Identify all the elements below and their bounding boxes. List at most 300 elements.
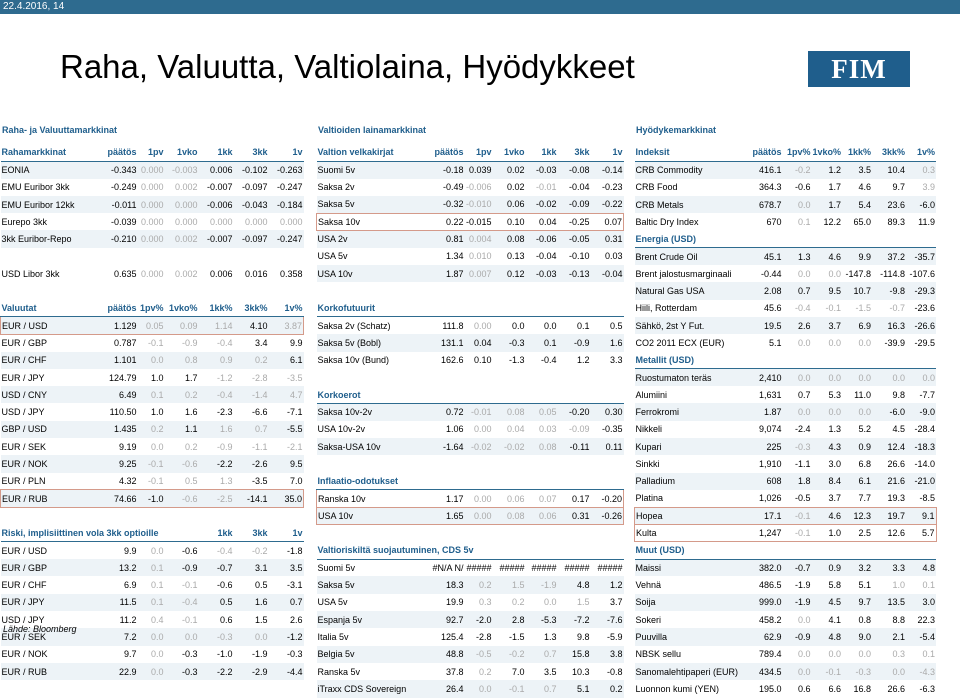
section-title-commodities: Hyödykemarkkinat [636, 125, 717, 135]
cell-value: 1.5 [493, 576, 526, 593]
table-row [635, 594, 937, 611]
cell-value: 195.0 [758, 683, 782, 694]
row-label: Espanja 5v [317, 611, 427, 628]
cell-value: 0.02 [506, 182, 525, 193]
cell-value: 110.50 [109, 407, 137, 418]
table-row [635, 282, 937, 299]
row-label: USA 10v [317, 507, 427, 524]
row-label: Saksa 10v-2v [317, 403, 427, 420]
row-label: EUR / RUB [1, 663, 95, 680]
cell-value: 4.6 [812, 248, 843, 265]
government-bond-table [316, 144, 624, 698]
cell-value: 2.08 [747, 282, 783, 299]
cell-value [465, 300, 493, 317]
cell-value: 0.0 [138, 352, 165, 369]
cell-value: 131.1 [427, 334, 465, 351]
cell-value [493, 282, 526, 299]
cell-value [526, 300, 558, 317]
cell-value: 9.5 [812, 282, 843, 299]
cell-value: -6.6 [251, 407, 268, 418]
cell-value [465, 473, 493, 490]
cell-value: -0.18 [427, 161, 465, 178]
cell-value: 5.1 [558, 680, 591, 697]
table-row [1, 663, 304, 680]
cell-value [138, 507, 165, 524]
cell-value: 5.7 [906, 525, 936, 542]
table-row [635, 403, 937, 420]
cell-value: 9.8 [576, 631, 590, 642]
cell-value: 5.4 [842, 196, 872, 213]
table-row [1, 438, 304, 455]
cell-value: 48.8 [427, 646, 465, 663]
cell-value: -0.14 [591, 161, 624, 178]
row-label: Hiili, Rotterdam [635, 303, 698, 314]
cell-value: 0.0 [165, 628, 199, 645]
cell-value: 0.04 [465, 334, 493, 351]
row-label: Ruostumaton teräs [635, 369, 747, 386]
cell-value: 0.10 [473, 355, 492, 366]
cell-value: -9.8 [872, 282, 906, 299]
row-label [317, 369, 427, 386]
cell-value: 0.08 [493, 403, 526, 420]
cell-value [906, 230, 936, 247]
row-label: USD / JPY [1, 407, 45, 418]
cell-value: 0.22 [427, 213, 465, 230]
cell-value: -0.184 [269, 196, 304, 213]
cell-value [493, 455, 526, 472]
cell-value: 1v% [906, 144, 936, 161]
cell-value: -0.011 [95, 196, 138, 213]
cell-value: ##### [597, 563, 623, 574]
table-row [635, 559, 937, 576]
cell-value: -6.3 [919, 683, 936, 694]
row-label [317, 455, 427, 472]
cell-value [591, 542, 624, 559]
row-label: Inflaatio-odotukset [317, 473, 427, 490]
cell-value: 0.000 [138, 230, 165, 247]
row-label: Alumiini [635, 389, 668, 400]
cell-value: 0.0 [138, 628, 165, 645]
cell-value: 0.004 [465, 230, 493, 247]
table-row [317, 507, 624, 524]
cell-value: päätös [427, 144, 465, 161]
cell-value: 0.02 [493, 161, 526, 178]
table-row [1, 352, 304, 369]
cell-value: 1.0 [812, 525, 843, 542]
cell-value: 0.7 [269, 594, 304, 611]
cell-value: 1.7 [184, 372, 198, 383]
cell-value: -0.04 [568, 182, 590, 193]
cell-value: 0.7 [234, 421, 269, 438]
table-row [1, 559, 304, 576]
cell-value: -0.007 [206, 182, 233, 193]
table-header-row [635, 144, 937, 161]
cell-value: 11.5 [95, 594, 138, 611]
row-label: Brent Crude Oil [635, 248, 747, 265]
cell-value: 1.1 [165, 421, 199, 438]
cell-value: 0.006 [209, 268, 233, 279]
cell-value: -4.4 [269, 663, 304, 680]
cell-value: 0.0 [858, 649, 872, 660]
cell-value: 8.4 [812, 473, 843, 490]
column-government [316, 116, 634, 698]
cell-value: -1.4 [234, 386, 269, 403]
cell-value: -3.5 [286, 372, 303, 383]
table-row [317, 611, 624, 628]
table-row [635, 248, 937, 265]
cell-value: -1.1 [794, 458, 811, 469]
cell-value: -2.9 [234, 663, 269, 680]
cell-value: -0.010 [465, 196, 493, 213]
cell-value [427, 473, 465, 490]
cell-value: -0.4 [165, 594, 199, 611]
cell-value: 0.1 [922, 580, 936, 591]
cell-value: -0.2 [783, 161, 812, 178]
cell-value: -0.06 [526, 230, 558, 247]
cell-value: 0.08 [526, 438, 558, 455]
cell-value: -0.49 [442, 182, 464, 193]
cell-value: -26.6 [906, 317, 936, 334]
cell-value: 0.0 [872, 663, 906, 680]
row-label: EUR / USD [1, 317, 95, 334]
cell-value: 0.000 [138, 196, 165, 213]
cell-value: -0.003 [165, 161, 199, 178]
cell-value: -0.02 [526, 196, 558, 213]
cell-value: -4.3 [906, 663, 936, 680]
cell-value: -0.015 [465, 213, 493, 230]
cell-value: -0.04 [591, 265, 624, 282]
cell-value: 1v [269, 525, 304, 542]
cell-value: 3.0 [906, 594, 936, 611]
cell-value: -35.7 [906, 248, 936, 265]
cell-value: 1.2 [576, 355, 590, 366]
cell-value: 3.5 [543, 666, 557, 677]
cell-value: 0.5 [199, 594, 234, 611]
cell-value: 12.4 [872, 438, 906, 455]
cell-value: 0.07 [591, 213, 624, 230]
cell-value: -0.3 [181, 649, 198, 660]
cell-value: 1.34 [445, 251, 464, 262]
cell-value: 0.0 [828, 337, 842, 348]
cell-value: 5.8 [828, 580, 842, 591]
row-label: USA 5v [317, 597, 348, 608]
table-row [1, 369, 304, 386]
cell-value: 0.358 [279, 268, 303, 279]
cell-value [526, 455, 558, 472]
cell-value: 11.2 [119, 614, 137, 625]
table-row [1, 490, 304, 507]
cell-value [872, 542, 906, 559]
row-label: Saksa 10v [317, 213, 427, 230]
cell-value: 0.0 [858, 337, 872, 348]
cell-value: 111.8 [442, 320, 464, 331]
table-row [635, 438, 937, 455]
cell-value: 0.00 [473, 320, 492, 331]
cell-value: -2.6 [234, 455, 269, 472]
cell-value [526, 542, 558, 559]
source-note: Lähde: Bloomberg [3, 624, 77, 634]
cell-value: -0.7 [199, 559, 234, 576]
cell-value: 1vko [493, 144, 526, 161]
section-header-row [1, 300, 304, 317]
cell-value: -1.1 [251, 441, 268, 452]
cell-value: 0.0 [812, 403, 843, 420]
cell-value: 7.2 [95, 628, 138, 645]
table-row [635, 576, 937, 593]
cell-value: 65.0 [853, 216, 872, 227]
cell-value: 1.6 [234, 594, 269, 611]
table-row [1, 317, 304, 334]
cell-value: 12.6 [872, 525, 906, 542]
row-label: USD Libor 3kk [1, 268, 60, 279]
cell-value: -0.1 [783, 525, 812, 542]
cell-value [427, 369, 465, 386]
cell-value: 0.1 [526, 334, 558, 351]
cell-value: -0.102 [234, 161, 269, 178]
cell-value: 0.1 [150, 580, 164, 591]
cell-value: 0.31 [558, 507, 591, 524]
row-label: USD / CNY [1, 386, 95, 403]
cell-value: 2.5 [842, 525, 872, 542]
cell-value: 1.5 [576, 597, 590, 608]
cell-value: 0.12 [493, 265, 526, 282]
cell-value: 0.016 [244, 268, 268, 279]
table-row [1, 421, 304, 438]
cell-value: -2.2 [199, 663, 234, 680]
cell-value: 26.4 [427, 680, 465, 697]
cell-value: 0.8 [858, 614, 872, 625]
cell-value: -0.25 [558, 213, 591, 230]
cell-value [269, 248, 304, 265]
spacer-row [317, 525, 624, 542]
cell-value: -0.9 [181, 338, 198, 349]
cell-value: 7.7 [858, 493, 872, 504]
row-label: Sähkö, 2st Y Fut. [635, 317, 747, 334]
cell-value [783, 352, 812, 369]
cell-value: -0.7 [783, 559, 812, 576]
cell-value: 999.0 [747, 594, 783, 611]
cell-value: 3.2 [842, 559, 872, 576]
cell-value: 22.9 [95, 663, 138, 680]
cell-value [558, 369, 591, 386]
cell-value: 3.9 [922, 182, 936, 193]
cell-value [906, 542, 936, 559]
column-money-market [0, 116, 310, 680]
row-label: Baltic Dry Index [635, 216, 699, 227]
cell-value: 0.3 [892, 649, 906, 660]
cell-value: 9.7 [123, 649, 137, 660]
cell-value: 1.06 [445, 424, 464, 435]
cell-value: 0.0 [842, 369, 872, 386]
cell-value: -0.44 [760, 268, 782, 279]
cell-value: -0.9 [783, 628, 812, 645]
cell-value [427, 300, 465, 317]
cell-value: -0.6 [794, 182, 811, 193]
cell-value: 1kk% [842, 144, 872, 161]
cell-value: 1.0 [892, 580, 906, 591]
section-header-row [317, 473, 624, 490]
cell-value: -0.4 [216, 338, 233, 349]
cell-value: 0.000 [140, 182, 164, 193]
cell-value [591, 525, 624, 542]
table-row [635, 213, 937, 230]
cell-value: 0.002 [165, 230, 199, 247]
cell-value: 486.5 [758, 580, 782, 591]
cell-value: 1kk [199, 144, 234, 161]
cell-value [199, 248, 234, 265]
table-row [635, 473, 937, 490]
cell-value: 0.2 [234, 352, 269, 369]
cell-value: 22.3 [917, 614, 936, 625]
cell-value [747, 230, 783, 247]
table-row [635, 663, 937, 680]
cell-value [493, 369, 526, 386]
cell-value: -0.4 [199, 386, 234, 403]
cell-value [493, 525, 526, 542]
cell-value [165, 507, 199, 524]
row-label: Platina [635, 493, 664, 504]
cell-value: -0.2 [251, 545, 268, 556]
cell-value: 1.8 [783, 473, 812, 490]
row-label [317, 282, 427, 299]
cell-value: -0.4 [216, 545, 233, 556]
cell-value: 1.3 [543, 631, 557, 642]
cell-value: 0.1 [138, 559, 165, 576]
table-row [317, 663, 624, 680]
cell-value: 1,247 [747, 525, 783, 542]
cell-value: 3.5 [269, 559, 304, 576]
table-row [317, 179, 624, 196]
cell-value: 11.0 [854, 389, 872, 400]
cell-value: 11.9 [918, 216, 936, 227]
cell-value: 1.87 [747, 403, 783, 420]
cell-value: 26.6 [887, 683, 906, 694]
cell-value: -0.1 [181, 580, 198, 591]
row-label: Brent jalostusmarginaali [635, 268, 732, 279]
cell-value: -0.249 [110, 182, 137, 193]
cell-value: 4.5 [892, 424, 906, 435]
row-label: CRB Commodity [635, 161, 747, 178]
cell-value: -0.26 [591, 507, 624, 524]
cell-value: -107.6 [909, 268, 936, 279]
spacer-row [317, 455, 624, 472]
cell-value [591, 282, 624, 299]
table-row [317, 628, 624, 645]
cell-value: -0.007 [199, 230, 234, 247]
cell-value: -21.0 [906, 473, 936, 490]
cell-value: 0.0 [906, 369, 936, 386]
section-title-money-market: Raha- ja Valuuttamarkkinat [2, 125, 118, 135]
cell-value: 0.1 [922, 649, 936, 660]
row-label: Kulta [635, 525, 747, 542]
cell-value: 0.06 [526, 507, 558, 524]
cell-value: 10.7 [842, 282, 872, 299]
cell-value: 45.1 [747, 248, 783, 265]
cell-value: 3.1 [234, 559, 269, 576]
cell-value: -0.210 [95, 230, 138, 247]
cell-value: 10.4 [872, 161, 906, 178]
cell-value: -0.6 [216, 580, 233, 591]
table-row [1, 473, 304, 490]
cell-value: 0.0 [828, 649, 842, 660]
cell-value: 1.7 [828, 182, 842, 193]
cell-value: 0.03 [538, 424, 557, 435]
table-row [635, 421, 937, 438]
cell-value: 0.0 [797, 337, 811, 348]
cell-value: 21.6 [872, 473, 906, 490]
cell-value: -1.5 [508, 631, 525, 642]
cell-value: -7.2 [558, 611, 591, 628]
cell-value: -2.8 [475, 631, 492, 642]
cell-value: -0.097 [241, 182, 268, 193]
row-label: Korkofutuurit [317, 300, 427, 317]
cell-value: 416.1 [747, 161, 783, 178]
row-label: Sinkki [635, 458, 660, 469]
row-label: EUR / PLN [1, 476, 46, 487]
cell-value: 1kk [199, 525, 234, 542]
row-label: EUR / GBP [1, 338, 48, 349]
cell-value: 37.8 [445, 666, 464, 677]
row-label: EUR / NOK [1, 455, 95, 472]
cell-value [906, 352, 936, 369]
row-label: EUR / JPY [1, 372, 45, 383]
cell-value [199, 507, 234, 524]
row-label: Valtioriskiltä suojautuminen, CDS 5v [317, 542, 526, 559]
row-label: iTraxx CDS Sovereign [317, 680, 427, 697]
spacer-row [1, 248, 304, 265]
cell-value: päätös [95, 144, 138, 161]
row-label: GBP / USD [1, 421, 95, 438]
cell-value: 9.25 [95, 455, 138, 472]
cell-value: -0.20 [591, 490, 624, 507]
cell-value: 1.2 [812, 161, 843, 178]
table-row [1, 196, 304, 213]
cell-value: 1vko% [812, 144, 843, 161]
cell-value: 7.0 [289, 476, 303, 487]
cell-value: 0.0 [797, 649, 811, 660]
row-label: EMU Euribor 12kk [1, 196, 95, 213]
cell-value: 13.2 [95, 559, 138, 576]
cell-value: 1pv% [138, 300, 165, 317]
cell-value: 1vko% [165, 300, 199, 317]
cell-value: -0.5 [794, 493, 811, 504]
cell-value: -5.9 [606, 631, 623, 642]
cell-value: -2.8 [251, 372, 268, 383]
cell-value: 0.06 [493, 196, 526, 213]
cell-value: 9.8 [892, 389, 906, 400]
row-label: USA 10v-2v [317, 424, 366, 435]
cell-value: -0.4 [540, 355, 557, 366]
cell-value: 4.1 [828, 614, 842, 625]
spacer-row [317, 369, 624, 386]
cell-value: 4.6 [812, 507, 843, 524]
cell-value: ##### [466, 563, 492, 574]
cell-value: -0.35 [601, 424, 623, 435]
row-label: Palladium [635, 473, 747, 490]
cell-value: -1.9 [794, 580, 811, 591]
cell-value: 3.87 [269, 317, 304, 334]
cell-value: 434.5 [747, 663, 783, 680]
cell-value: -0.6 [165, 490, 199, 507]
table-row [635, 455, 937, 472]
cell-value: -0.097 [234, 230, 269, 247]
cell-value: 0.0 [150, 545, 164, 556]
cell-value [591, 386, 624, 403]
cell-value: 26.6 [887, 458, 906, 469]
cell-value: 0.0 [543, 320, 557, 331]
row-label: Soija [635, 594, 747, 611]
cell-value: 9.0 [842, 628, 872, 645]
